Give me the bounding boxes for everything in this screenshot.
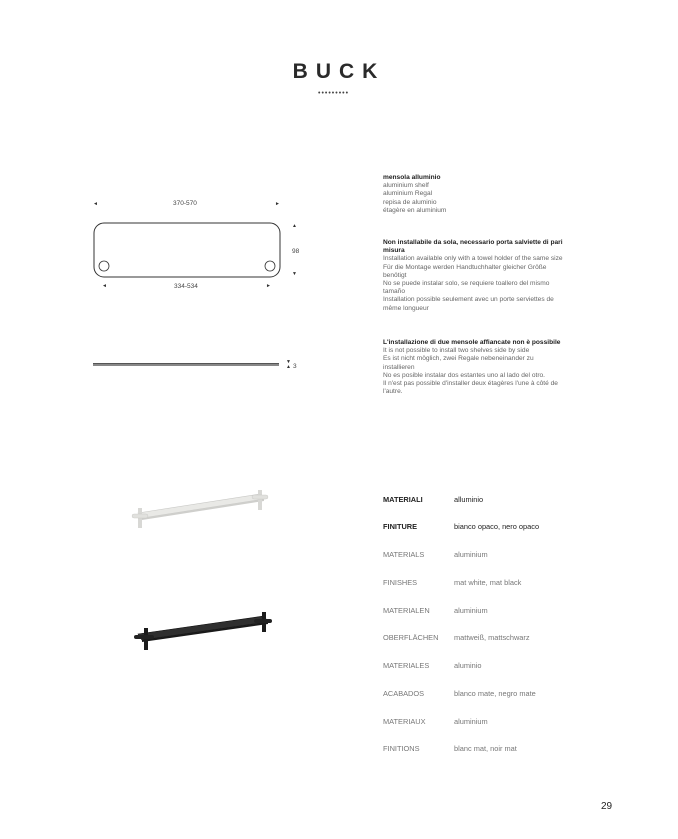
spec-value: blanco mate, negro mate [454, 689, 536, 698]
dimension-depth: 98 [292, 248, 300, 255]
note-line: Installation available only with a towel holder of the same size [383, 255, 563, 263]
note-line: No es posible instalar dos estantes uno al lado del otro. [383, 371, 546, 379]
note-title: L'installazione di due mensole affiancate non è possibile [383, 339, 561, 346]
note-line: Installation possible seulement avec un porte serviettes de même longueur [383, 296, 554, 312]
spec-value: aluminio [454, 661, 482, 670]
technical-drawing [90, 196, 310, 381]
product-names [383, 174, 563, 215]
page-number: 29 [601, 801, 613, 812]
dimension-arrow-down-icon: ▼ [292, 271, 297, 277]
dimension-arrow-right-icon: ► [275, 201, 280, 207]
title-dots-divider: ••••••••• [318, 90, 350, 97]
spec-value: aluminium [454, 717, 488, 726]
spec-label: ACABADOS [383, 689, 425, 698]
installation-note [383, 339, 563, 396]
spec-value: bianco opaco, nero opaco [454, 522, 540, 531]
note-line: Es ist nicht möglich, zwei Regale nebeneinander zu installieren [383, 355, 534, 371]
shelf-side-view [93, 362, 281, 368]
product-name: repisa de aluminio [383, 198, 437, 206]
page-title: BUCK [292, 60, 386, 83]
dimension-arrow-up-icon: ▲ [292, 223, 297, 229]
spec-value: aluminium [454, 550, 488, 559]
dimension-bottom-width: 334-534 [174, 283, 198, 290]
spec-label: MATERIAUX [383, 717, 426, 726]
spec-value: mat white, mat black [454, 578, 522, 587]
shelf-white-image [128, 486, 276, 532]
product-name: étagère en aluminium [383, 206, 447, 214]
spec-label: FINITIONS [383, 744, 420, 753]
spec-value: blanc mat, noir mat [454, 744, 517, 753]
product-name: aluminium shelf [383, 182, 429, 190]
spec-label: MATERIALEN [383, 606, 430, 615]
dimension-top-width: 370-570 [173, 200, 197, 207]
dimension-arrow-right-icon: ► [266, 283, 271, 289]
thickness-arrows-icon: ▼ ▲ [286, 359, 291, 370]
note-line: It is not possible to install two shelves side by side [383, 347, 530, 355]
note-line: Il n'est pas possible d'installer deux étagères l'une à côté de l'autre. [383, 380, 558, 396]
spec-label: OBERFLÄCHEN [383, 633, 439, 642]
product-name: aluminium Regal [383, 190, 433, 198]
spec-value: aluminium [454, 606, 488, 615]
note-line: No se puede instalar solo, se requiere toallero del mismo tamaño [383, 280, 550, 296]
note-title: Non installabile da sola, necessario porta salviette di pari misura [383, 239, 563, 255]
installation-note [383, 239, 563, 313]
shelf-black-image [130, 608, 278, 654]
note-line: Für die Montage werden Handtuchhalter gleicher Größe benötigt [383, 263, 547, 279]
spec-value: mattweiß, mattschwarz [454, 633, 530, 642]
dimension-arrow-left-icon: ◄ [93, 201, 98, 207]
spec-label: MATERIALS [383, 550, 425, 559]
dimension-arrow-left-icon: ◄ [102, 283, 107, 289]
spec-value: alluminio [454, 495, 484, 504]
spec-label: MATERIALI [383, 495, 423, 504]
spec-label: MATERIALES [383, 661, 430, 670]
shelf-top-view-outline [93, 222, 283, 280]
spec-label: FINITURE [383, 522, 418, 531]
dimension-thickness: 3 [293, 363, 297, 370]
spec-label: FINISHES [383, 578, 418, 587]
product-name-primary: mensola alluminio [383, 174, 441, 181]
